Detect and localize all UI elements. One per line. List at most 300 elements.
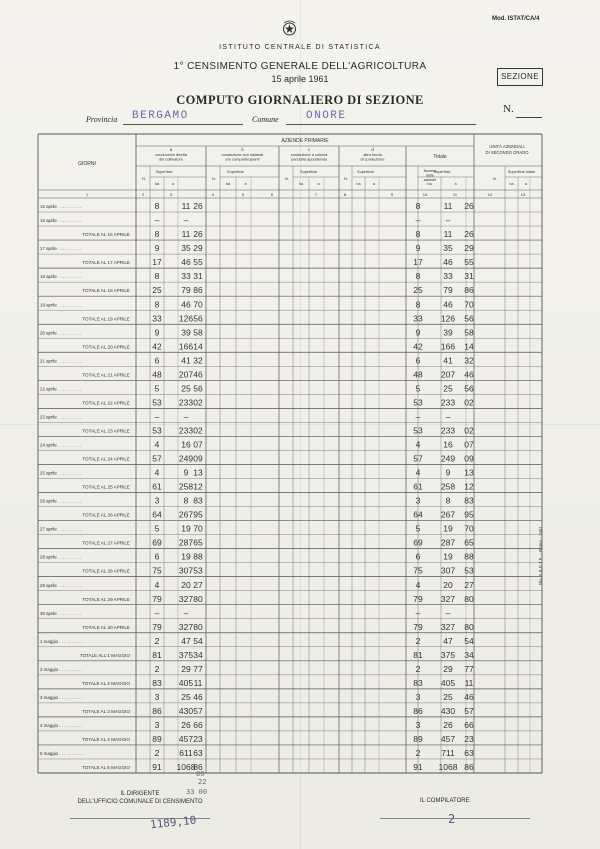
entry-n: 57 [152, 453, 162, 464]
entry-ha: 166 [178, 341, 194, 352]
entry-total-a: 29 [464, 243, 474, 254]
row-label-total: TOTALE AL 25 APRILE [82, 484, 130, 490]
entry-total-ha: 457 [440, 734, 456, 745]
margin-calculation-top: 33 00 [186, 788, 208, 796]
entry-total-n: 4 [415, 579, 421, 590]
second-degree-header-line2: DI SECONDO GRADO [485, 150, 529, 155]
column-number: 7 [314, 192, 318, 197]
entry-total-ha: 249 [440, 453, 456, 464]
provincia-label: Provincia [86, 115, 118, 124]
entry-ha: 207 [178, 369, 194, 380]
row-label-total: TOTALE AL 16 APRILE [82, 232, 130, 238]
category-label: conduzione con salariati [221, 152, 264, 157]
category-label: altra forma [363, 152, 382, 157]
entry-total-n: – [415, 411, 421, 422]
entry-total-ha: 39 [443, 327, 453, 338]
superficie-label: Superficie [433, 170, 451, 174]
entry-total-ha: 46 [443, 257, 453, 268]
entry-total-ha: 8 [445, 495, 451, 506]
category-letter: b [241, 147, 244, 152]
page-title: COMPUTO GIORNALIERO DI SEZIONE [176, 93, 424, 107]
entry-total-a: 53 [464, 565, 474, 576]
entry-a: 46 [193, 691, 203, 702]
entry-total-a: 11 [464, 677, 474, 688]
entry-n: 53 [152, 397, 162, 408]
a-label: a [454, 182, 457, 186]
entry-n: 2 [154, 663, 160, 674]
entry-total-n: 53 [413, 425, 423, 436]
row-label-day: 26 aprile . . . . . . . . . . [40, 498, 82, 504]
entry-total-ha: 35 [443, 243, 453, 254]
entry-ha: 33 [181, 271, 191, 282]
entry-total-ha: 405 [440, 677, 456, 688]
entry-total-n: 17 [413, 257, 423, 268]
entry-total-ha: 26 [443, 720, 453, 730]
entry-total-ha: – [445, 607, 451, 618]
entry-n: 8 [154, 271, 160, 282]
entry-total-n: 79 [413, 593, 423, 604]
entry-n: 42 [152, 341, 162, 352]
row-label-total: TOTALE AL 26 APRILE [82, 512, 130, 518]
entry-total-ha: 166 [440, 341, 456, 352]
entry-ha: 39 [181, 327, 191, 338]
entry-n: 6 [154, 551, 160, 562]
entry-n: 2 [154, 748, 160, 759]
row-label-total: TOTALE AL 2 MAGGIO [82, 680, 130, 686]
row-label-total: TOTALE AL 3 MAGGIO [82, 708, 130, 714]
entry-ha: 26 [181, 720, 191, 730]
entry-a: 70 [193, 299, 203, 310]
entry-total-n: 8 [415, 229, 421, 240]
entry-n: 79 [152, 621, 162, 632]
row-label-total: TOTALE AL 20 APRILE [82, 344, 130, 350]
entry-a: 02 [193, 425, 203, 436]
entry-ha: 9 [183, 467, 189, 478]
row-label-total: TOTALE AL 17 APRILE [82, 260, 130, 266]
entry-a: 95 [193, 509, 203, 520]
entry-total-n: 61 [413, 481, 423, 492]
entry-ha: 11 [181, 201, 191, 212]
category-label: conduzione a colonia [290, 152, 328, 157]
superficie-label: Superficie totale [507, 170, 536, 174]
entry-ha: 41 [181, 355, 191, 366]
entry-total-a: 58 [464, 327, 474, 338]
entry-n: 5 [154, 383, 160, 394]
entry-ha: – [183, 607, 189, 618]
entry-total-n: 2 [415, 635, 421, 646]
n-label: N. [212, 177, 216, 181]
row-label-total: TOTALE AL 22 APRILE [82, 400, 130, 406]
entry-total-ha: – [445, 215, 451, 226]
ha-label: ha [509, 182, 514, 186]
giorni-header: GIORNI [78, 161, 96, 167]
row-label-day: 23 aprile . . . . . . . . . . [40, 414, 82, 420]
entry-ha: 375 [178, 649, 194, 660]
section-label-box: SEZIONE [497, 68, 543, 86]
entry-total-n: 42 [413, 341, 423, 352]
column-number: 2 [141, 192, 145, 197]
entry-total-a: 46 [464, 369, 474, 380]
entry-total-ha: 430 [440, 705, 456, 716]
entry-a: 23 [193, 734, 203, 745]
entry-n: 3 [154, 720, 160, 730]
entry-n: 3 [154, 691, 160, 702]
section-number-label: N. [503, 103, 514, 115]
ha-label: ha [225, 182, 231, 186]
entry-a: 31 [193, 271, 203, 282]
row-label-total: TOTALE AL 28 APRILE [82, 568, 130, 574]
entry-total-a: 63 [464, 748, 474, 759]
entry-total-a: 83 [464, 495, 474, 506]
a-label: a [171, 182, 175, 186]
entry-total-n: 6 [415, 355, 421, 366]
entry-ha: 11 [181, 229, 191, 240]
entry-ha: 19 [181, 523, 191, 534]
numero-aziende-label: Numero [423, 169, 437, 173]
entry-total-ha: 20 [443, 579, 453, 590]
entry-n: 4 [154, 579, 160, 590]
row-label-total: TOTALE ALL'1 MAGGIO [79, 652, 130, 658]
entry-total-ha: 16 [443, 439, 453, 450]
entry-ha: 307 [178, 565, 194, 576]
dirigente-office: DELL'UFFICIO COMUNALE DI CENSIMENTO [77, 799, 203, 805]
entry-total-ha: 11 [443, 229, 453, 240]
entry-total-a: 70 [464, 299, 474, 310]
printer-side-note: Riv. A.B.E.T.E. - Roma - 1961 [538, 526, 543, 585]
entry-total-ha: 207 [440, 369, 456, 380]
entry-a: 88 [193, 551, 203, 562]
entry-n: 61 [152, 481, 162, 492]
row-label-day: 2 maggio . . . . . . . . . . [40, 666, 83, 672]
entry-total-a: 27 [464, 579, 474, 590]
entry-total-a: 12 [464, 481, 474, 492]
entry-total-ha: 711 [441, 748, 455, 759]
row-label-day: 25 aprile . . . . . . . . . . [40, 470, 82, 476]
numero-aziende-label: aziende [423, 177, 437, 182]
entry-n: 69 [152, 537, 162, 548]
entry-n: 17 [152, 257, 162, 268]
group-header: AZIENDE PRIMARIE [281, 138, 329, 144]
entry-total-a: 34 [464, 649, 474, 660]
entry-total-n: 81 [413, 649, 423, 660]
row-label-day: 22 aprile . . . . . . . . . . [40, 386, 82, 392]
entry-total-ha: – [445, 411, 451, 422]
row-label-total: TOTALE AL 27 APRILE [82, 540, 130, 546]
entry-a: 57 [193, 705, 203, 716]
entry-total-ha: 19 [443, 551, 453, 562]
entry-n: – [154, 215, 160, 226]
entry-ha: 233 [178, 425, 194, 436]
row-label-day: 15 aprile . . . . . . . . . . [40, 204, 82, 210]
entry-total-ha: 375 [440, 649, 456, 660]
entry-total-a: 14 [464, 341, 474, 352]
entry-a: 29 [193, 243, 203, 254]
entry-n: 64 [152, 509, 162, 520]
provincia-value: BERGAMO [132, 110, 189, 122]
entry-total-ha: 19 [443, 523, 453, 534]
form-code: Mod. ISTAT/CA/4 [492, 16, 540, 22]
entry-total-a: 56 [464, 313, 474, 324]
entry-a: 26 [193, 229, 203, 240]
category-label: di conduzione [360, 156, 385, 162]
entry-a: 63 [193, 748, 203, 759]
entry-total-ha: 126 [440, 313, 456, 324]
entry-total-n: 8 [415, 299, 421, 310]
entry-total-n: – [415, 607, 421, 618]
row-label-total: TOTALE AL 5 MAGGIO [82, 765, 130, 771]
column-number: 8 [343, 192, 347, 197]
entry-n: 4 [154, 467, 160, 478]
entry-ha: 430 [178, 705, 194, 716]
row-label-total: TOTALE AL 30 APRILE [82, 624, 130, 630]
row-label-day: 21 aprile . . . . . . . . . . [40, 358, 82, 364]
entry-ha: 249 [178, 453, 194, 464]
entry-a: 26 [193, 201, 203, 212]
entry-ha: 405 [178, 677, 194, 688]
entry-ha: 19 [181, 551, 191, 562]
row-label-total: TOTALE AL 18 APRILE [82, 288, 130, 294]
entry-total-n: 2 [415, 748, 421, 759]
entry-total-n: 3 [415, 720, 421, 730]
entry-total-n: 3 [415, 495, 421, 506]
entry-n: 86 [152, 705, 162, 716]
row-label-day: 24 aprile . . . . . . . . . . [40, 442, 82, 448]
column-number: 10 [422, 192, 428, 197]
second-degree-header-line1: UNITÀ AZIENDALI [489, 144, 525, 149]
entry-total-n: 4 [415, 467, 421, 478]
entry-n: 75 [152, 565, 162, 576]
entry-total-a: 26 [464, 229, 474, 240]
row-label-day: 28 aprile . . . . . . . . . . [40, 554, 82, 560]
entry-total-n: 75 [413, 565, 423, 576]
superficie-label: Superficie [357, 170, 374, 174]
entry-ha: 46 [181, 257, 191, 268]
entry-n: 6 [154, 355, 160, 366]
category-letter: d [371, 147, 374, 152]
entry-a: 09 [193, 453, 203, 464]
entry-n: 83 [152, 677, 162, 688]
entry-total-a: 66 [464, 720, 474, 730]
bottom-handwritten-number: 1189,10 [149, 813, 197, 832]
entry-total-ha: 46 [443, 299, 453, 310]
entry-total-ha: 33 [443, 271, 453, 282]
superficie-label: Superficie [227, 170, 244, 174]
ha-label: ha [427, 182, 432, 186]
entry-total-ha: 327 [440, 593, 456, 604]
entry-total-a: 86 [464, 762, 474, 773]
row-label-total: TOTALE AL 19 APRILE [82, 316, 130, 322]
margin-calculation-2: 22 [198, 778, 207, 786]
compilatore-signature: 2 [448, 812, 456, 826]
a-label: a [317, 182, 320, 186]
entry-ha: 126 [178, 313, 194, 324]
n-label-second: N. [493, 177, 497, 181]
entry-total-n: – [415, 215, 421, 226]
compilatore-title: IL COMPILATORE [420, 798, 470, 804]
entry-ha: 35 [181, 243, 191, 254]
entry-total-a: 54 [464, 635, 474, 646]
n-label: N. [142, 177, 146, 181]
row-label-total: TOTALE AL 29 APRILE [82, 596, 130, 602]
entry-n: 3 [154, 495, 160, 506]
entry-n: 33 [152, 313, 162, 324]
entry-total-ha: 79 [443, 285, 453, 296]
row-label-total: TOTALE AL 24 APRILE [82, 456, 130, 462]
entry-total-a: 02 [464, 397, 474, 408]
entry-n: 81 [152, 649, 162, 660]
entry-a: 65 [193, 537, 203, 548]
entry-n: 2 [154, 635, 160, 646]
margin-calculation-1: 80 [196, 770, 205, 778]
row-label-day: 30 aprile . . . . . . . . . . [40, 610, 82, 616]
entry-a: 86 [193, 762, 203, 773]
row-label-day: 5 maggio . . . . . . . . . . [40, 751, 83, 757]
entry-total-ha: 307 [440, 565, 456, 576]
entry-total-a: 80 [464, 593, 474, 604]
census-date: 15 aprile 1961 [271, 74, 329, 84]
entry-n: 4 [154, 439, 160, 450]
row-label-total: TOTALE AL 21 APRILE [82, 372, 130, 378]
row-label-total: TOTALE AL 23 APRILE [82, 428, 130, 434]
entry-ha: 8 [183, 495, 189, 506]
entry-total-a: 88 [464, 551, 474, 562]
column-number: 3 [169, 192, 173, 197]
comune-label: Comune [252, 115, 279, 124]
category-label: conduzione diretta [155, 152, 187, 157]
entry-n: 53 [152, 425, 162, 436]
entry-a: 77 [193, 663, 203, 674]
row-label-day: 4 maggio . . . . . . . . . . [40, 723, 83, 728]
entry-ha: 25 [181, 691, 191, 702]
row-label-day: 29 aprile . . . . . . . . . . [40, 582, 82, 588]
category-label: del coltivatore [158, 156, 184, 162]
category-label: e/o compartecipanti [225, 156, 260, 162]
entry-n: 9 [154, 243, 160, 254]
row-label-day: 17 aprile . . . . . . . . . . [40, 246, 82, 252]
entry-ha: 258 [178, 481, 194, 492]
entry-total-n: 8 [415, 271, 421, 282]
entry-total-a: 07 [464, 439, 474, 450]
entry-a: 80 [193, 593, 203, 604]
entry-total-ha: 287 [440, 537, 456, 548]
entry-a: 53 [193, 565, 203, 576]
column-number: 11 [452, 192, 458, 197]
entry-total-n: 3 [415, 691, 421, 702]
entry-total-a: 56 [464, 383, 474, 394]
entry-total-n: 25 [413, 285, 423, 296]
entry-a: 02 [193, 397, 203, 408]
entry-a: 55 [193, 257, 203, 268]
entry-total-ha: 41 [443, 355, 453, 366]
entry-ha: 287 [178, 537, 194, 548]
entry-total-n: 83 [413, 677, 423, 688]
entry-total-ha: 258 [440, 481, 456, 492]
entry-a: 56 [193, 313, 203, 324]
entry-total-n: 8 [415, 201, 421, 212]
entry-a: 58 [193, 327, 203, 338]
entry-ha: 25 [181, 383, 191, 394]
entry-total-a: 57 [464, 705, 474, 716]
entry-a: 56 [193, 383, 203, 394]
entry-total-a: 46 [464, 691, 474, 702]
entry-total-a: 02 [464, 425, 474, 436]
entry-total-n: 69 [413, 537, 423, 548]
row-label-day: 20 aprile . . . . . . . . . . [40, 330, 82, 336]
n-label: N. [285, 177, 289, 181]
ha-label: ha [154, 182, 160, 186]
entry-ha: 267 [178, 509, 194, 520]
entry-n: 8 [154, 299, 160, 310]
entry-total-ha: 29 [443, 663, 453, 674]
entry-total-a: 77 [464, 663, 474, 674]
entry-n: 8 [154, 201, 160, 212]
entry-n: – [154, 411, 160, 422]
entry-a: 13 [193, 467, 203, 478]
entry-total-ha: 267 [440, 509, 456, 520]
entry-total-n: 86 [413, 705, 423, 716]
column-number: 6 [270, 192, 274, 197]
entry-total-a: 86 [464, 285, 474, 296]
superficie-label: Superficie [155, 170, 173, 174]
category-label: parziaria appoderata [291, 156, 327, 162]
entry-n: 5 [154, 523, 160, 534]
entry-total-ha: 25 [443, 691, 453, 702]
entry-total-ha: 11 [443, 201, 453, 212]
entry-a: 70 [193, 523, 203, 534]
category-label: Totale [433, 154, 447, 160]
entry-ha: 47 [181, 635, 191, 646]
entry-total-ha: 327 [440, 621, 456, 632]
entry-a: 14 [193, 341, 203, 352]
entry-n: 91 [152, 762, 162, 773]
entry-n: 79 [152, 593, 162, 604]
entry-total-n: 4 [415, 439, 421, 450]
entry-ha: – [183, 215, 189, 226]
comune-value: ONORE [306, 110, 347, 122]
row-label-day: 3 maggio . . . . . . . . . . [40, 694, 83, 700]
entry-total-ha: 9 [445, 467, 451, 478]
entry-total-a: 70 [464, 523, 474, 534]
column-number: 13 [520, 192, 526, 197]
entry-ha: 16 [181, 439, 191, 450]
entry-total-n: 57 [413, 453, 423, 464]
entry-total-ha: 47 [443, 635, 453, 646]
a-label: a [372, 182, 376, 186]
row-label-total: TOTALE AL 4 MAGGIO [82, 737, 130, 743]
entry-n: 48 [152, 369, 162, 380]
entry-total-n: 9 [415, 243, 421, 254]
entry-total-a: 55 [464, 257, 474, 268]
entry-total-a: 32 [464, 355, 474, 366]
row-label-day: 27 aprile . . . . . . . . . . [40, 526, 82, 532]
column-number: 5 [241, 192, 245, 197]
entry-total-n: 6 [415, 551, 421, 562]
entry-ha: 457 [178, 734, 194, 745]
column-number: 1 [85, 192, 89, 197]
entry-total-a: 65 [464, 537, 474, 548]
entry-total-n: 91 [413, 762, 423, 773]
n-label: N. [344, 177, 348, 181]
entry-n: 89 [152, 734, 162, 745]
entry-ha: 29 [181, 663, 191, 674]
entry-ha: 1068 [176, 762, 196, 773]
entry-total-n: 53 [413, 397, 423, 408]
ha-label: ha [356, 182, 361, 186]
numero-aziende-label: delle [426, 173, 434, 178]
row-label-day: 16 aprile . . . . . . . . . . [40, 218, 82, 224]
entry-ha: 46 [181, 299, 191, 310]
entry-total-a: 80 [464, 621, 474, 632]
